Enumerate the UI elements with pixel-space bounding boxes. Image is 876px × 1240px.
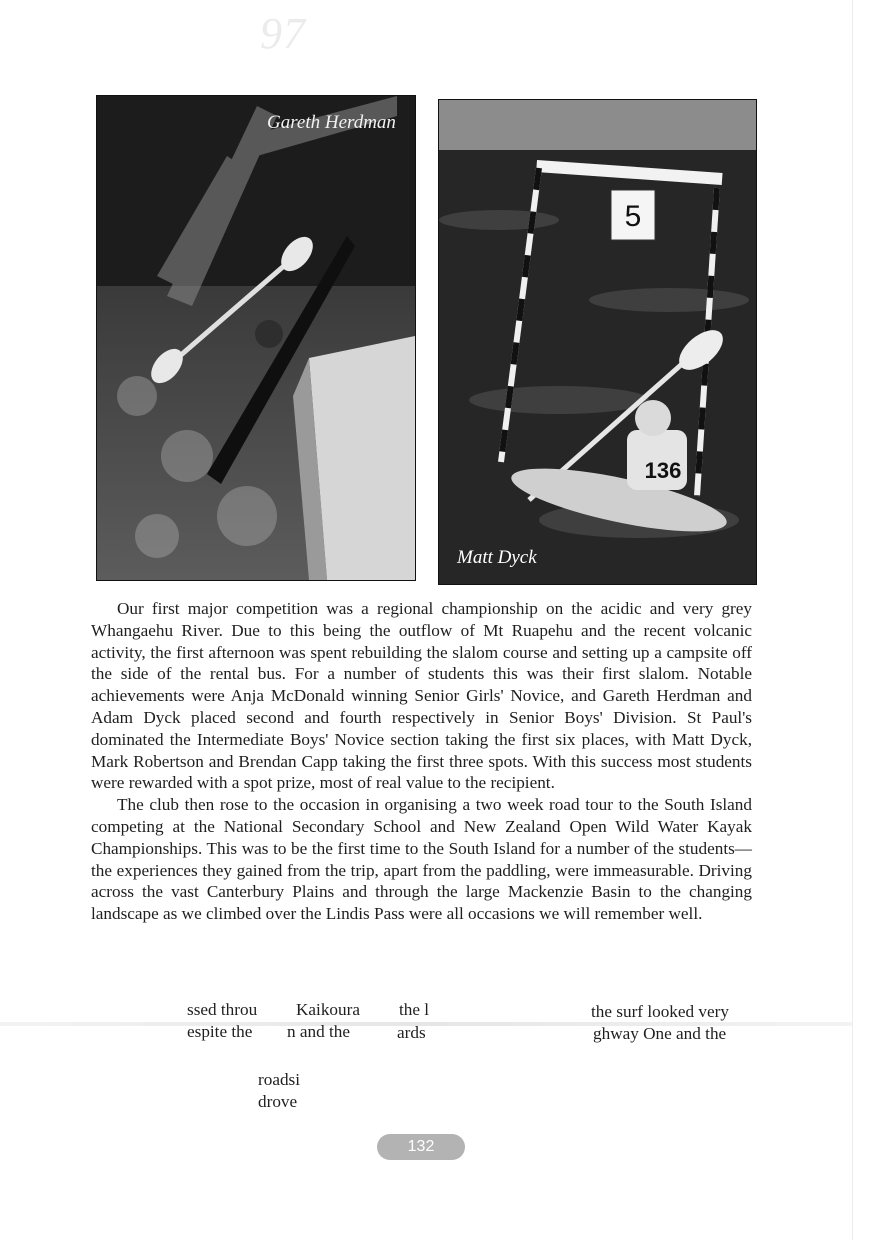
kayaker-slalom-gate-photo <box>439 100 756 584</box>
fragment-text: the surf looked very <box>591 1002 729 1021</box>
fragment-text: the l <box>399 1000 430 1019</box>
bib-number: 136 <box>644 458 682 483</box>
fragment-text: espite the <box>187 1022 253 1041</box>
photo-matt-dyck <box>438 99 757 585</box>
photo-caption-right: Matt Dyck <box>457 547 537 568</box>
gate-number: 5 <box>624 200 642 233</box>
article-body <box>91 598 752 925</box>
fragment-text: ghway One and the <box>593 1024 727 1043</box>
fragment-text: n and the <box>287 1022 351 1041</box>
page-edge <box>852 0 853 1240</box>
header-year: 97 <box>260 9 306 58</box>
fragment-text: ssed throu <box>187 1000 258 1019</box>
kayaker-waterfall-photo <box>97 96 415 580</box>
page-number: 132 <box>377 1134 465 1160</box>
fragment-text: drove <box>258 1092 298 1111</box>
article-paragraph-1: Our first major competition was a regional championship on the acidic and very grey Whangaehu River. Due to this being the outflow of Mt Ruapehu and the recent volcanic activity, the first afternoon was spent rebuilding the slalom course and setting up a campsite off the side of the rental bus. For a number of students this was their first slalom. Notable achievements were Anja McDonald winning Senior Girls' Novice, and Gareth Herdman and Adam Dyck placed second and fourth respectively in Senior Boys' Division. St Paul's dominated the Intermediate Boys' Novice section taking the first six places, with Matt Dyck, Mark Robertson and Brendan Capp taking the first three spots. With this success most students were rewarded with a spot prize, most of real value to the recipient. <box>91 599 752 793</box>
photo-gareth-herdman <box>96 95 416 581</box>
fragment-text: Kaikoura <box>296 1000 360 1019</box>
article-paragraph-2: The club then rose to the occasion in organising a two week road tour to the South Island competing at the National Secondary School and New Zealand Open Wild Water Kayak Championships. This was to be the first time to the South Island for a number of the students—the experiences they gained from the trip, apart from the paddling, were immeasurable. Driving across the vast Canterbury Plains and through the large Mackenzie Basin to the changing landscape as we climbed over the Lindis Pass were all occasions we will remember well. <box>91 795 752 924</box>
page-header-watermark <box>100 8 320 58</box>
fragment-text: roadsi <box>258 1070 301 1089</box>
photo-caption-left: Gareth Herdman <box>267 112 396 133</box>
fragment-text: ards <box>397 1023 426 1042</box>
obscured-text-fragments <box>91 998 752 1113</box>
